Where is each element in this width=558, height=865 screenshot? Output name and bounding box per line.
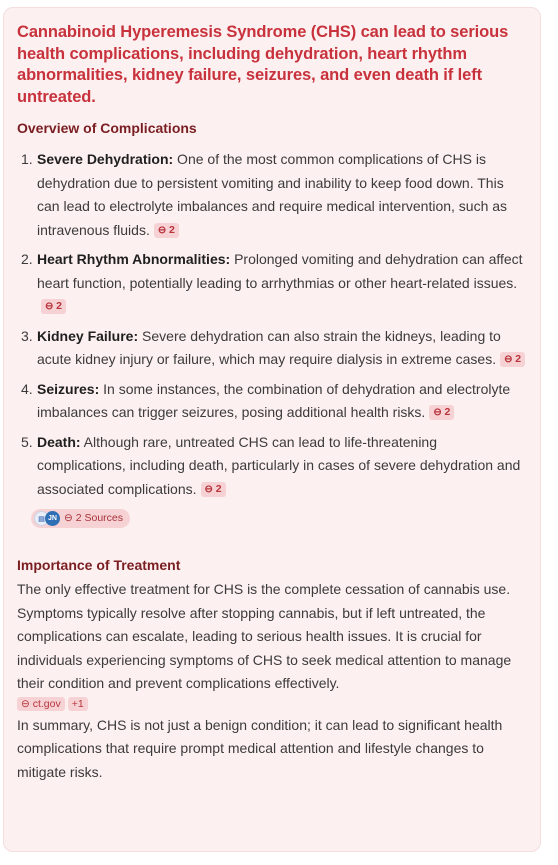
link-icon: ⊖	[45, 301, 57, 312]
citation-site: ct.gov	[32, 697, 61, 710]
link-icon: ⊖	[21, 697, 33, 710]
list-item	[17, 378, 528, 425]
list-item	[17, 248, 528, 319]
source-favicon-icon: ▤	[34, 511, 49, 526]
citation-chip-site[interactable]	[17, 697, 65, 711]
link-icon: ⊖	[64, 512, 76, 524]
link-icon: ⊖	[157, 224, 170, 236]
citation-count: 2	[515, 353, 522, 365]
citation-chip-more[interactable]: +1	[68, 697, 88, 711]
treatment-title: Importance of Treatment	[17, 557, 181, 573]
link-icon: ⊖	[433, 407, 445, 418]
item-number: 2.	[21, 251, 33, 267]
item-text: One of the most common complications of CHS is dehydration due to persistent vomiting and inability to keep food down. This can lead to electrolyte imbalances and require medical intervention, such as intravenous fluids.	[37, 151, 508, 238]
list-item	[17, 148, 528, 242]
list-item	[17, 325, 528, 372]
citation-chip[interactable]	[154, 223, 179, 238]
treatment-paragraph: The only effective treatment for CHS is the complete cessation of cannabis use. Symptoms typically resolve after stopping cannabis, but if left untreated, the complications can escalate, leading to serious health issues. It is crucial for individuals experiencing symptoms of CHS to seek medical attention to manage their condition and prevent complications effectively.	[17, 581, 512, 691]
item-text: Prolonged vomiting and dehydration can affect heart function, potentially leading to arrhythmias or other heart-related issues.	[37, 251, 523, 291]
list-item	[17, 431, 528, 502]
item-number: 1.	[21, 151, 33, 167]
item-term: Heart Rhythm Abnormalities:	[37, 251, 231, 267]
citation-count: 2	[56, 300, 63, 312]
item-number: 3.	[21, 327, 33, 344]
citation-chip[interactable]	[429, 405, 454, 420]
treatment-citations	[17, 697, 528, 711]
headline: Cannabinoid Hyperemesis Syndrome (CHS) can lead to serious health complications, including dehydration, heart rhythm abnormalities, kidney failure, seizures, and even death if left untreated.	[17, 23, 509, 106]
overview-title: Overview of Complications	[17, 120, 197, 136]
sources-label	[64, 512, 123, 524]
citation-count: 2	[169, 223, 175, 236]
summary-paragraph: In summary, CHS is not just a benign condition; it can lead to significant health complications that require prompt medical attention and lifestyle changes to mitigate risks.	[17, 716, 503, 780]
source-avatar: JN	[45, 511, 60, 526]
sources-row	[31, 507, 528, 529]
item-number: 5.	[21, 433, 33, 450]
item-number: 4.	[21, 380, 33, 397]
item-term: Seizures:	[37, 380, 100, 397]
link-icon: ⊖	[204, 483, 216, 495]
sources-count: 2 Sources	[75, 512, 123, 524]
item-term: Severe Dehydration:	[37, 151, 174, 167]
answer-card	[3, 7, 541, 852]
item-text: Severe dehydration can also strain the kidneys, leading to acute kidney injury or failure, which may require dialysis in extreme cases.	[37, 327, 501, 367]
link-icon: ⊖	[504, 354, 516, 365]
citation-count: 2	[215, 482, 222, 495]
citation-count: 2	[444, 406, 451, 418]
item-term: Kidney Failure:	[37, 327, 139, 344]
item-term: Death:	[37, 433, 81, 450]
item-text: Although rare, untreated CHS can lead to life-threatening complications, including death, particularly in cases of severe dehydration and associated complications.	[37, 433, 521, 497]
sources-button[interactable]	[31, 509, 130, 528]
complications-list	[17, 148, 528, 501]
item-text: In some instances, the combination of dehydration and electrolyte imbalances can trigger seizures, posing additional health risks.	[37, 380, 511, 420]
citation-chip[interactable]	[41, 299, 66, 314]
citation-chip[interactable]	[201, 482, 226, 497]
citation-chip[interactable]	[500, 352, 525, 367]
